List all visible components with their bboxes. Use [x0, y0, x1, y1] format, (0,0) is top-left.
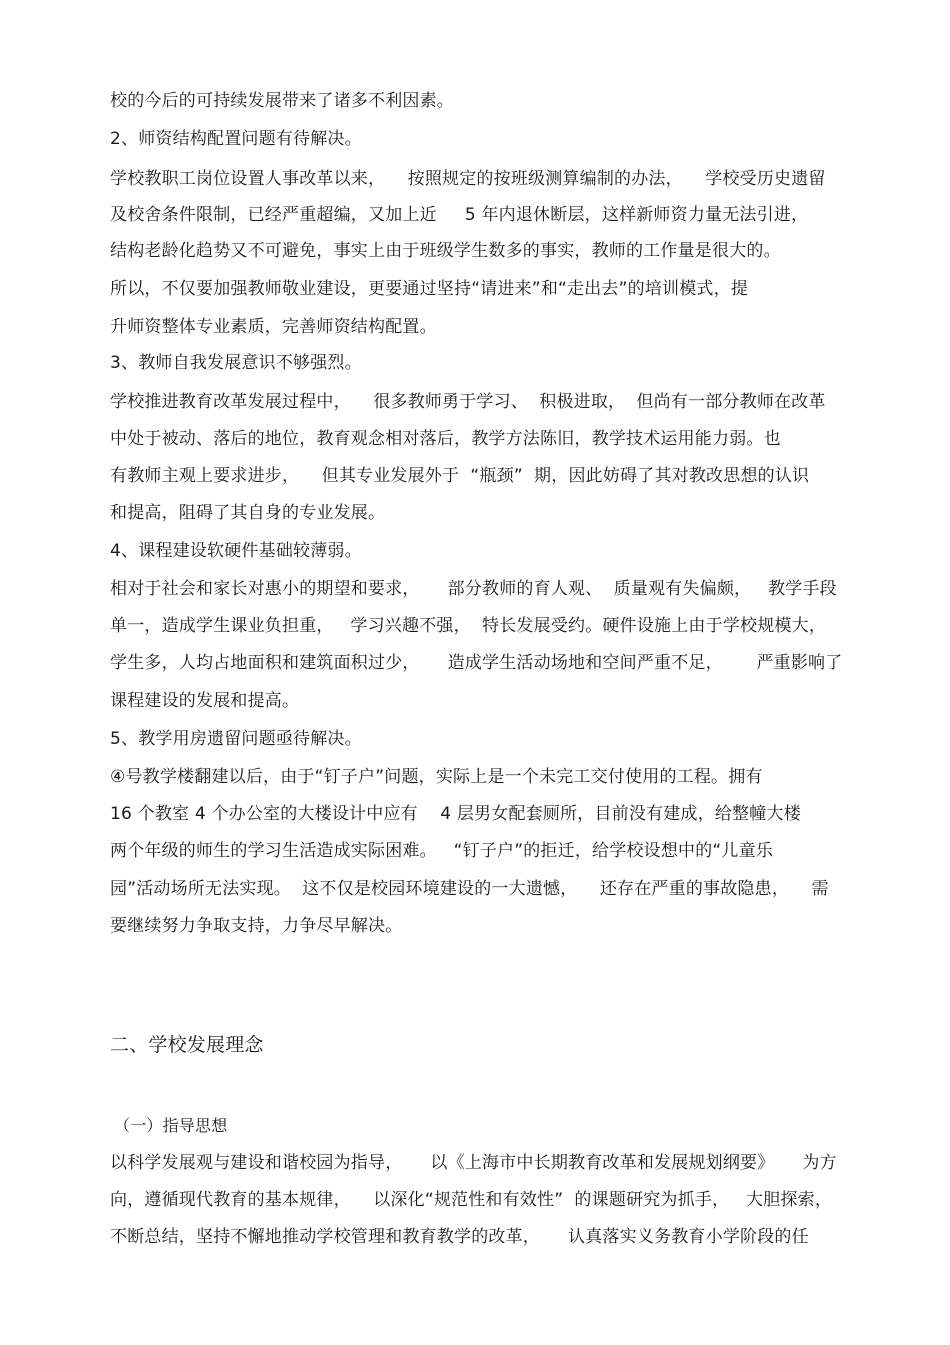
paragraph-line: 校的今后的可持续发展带来了诸多不利因素。: [110, 91, 454, 111]
paragraph-line: 所以，不仅要加强教师敬业建设，更要通过坚持“请进来”和“走出去”的培训模式，提: [110, 279, 749, 299]
paragraph-line: 向，遵循现代教育的基本规律， 以深化“规范性和有效性” 的课题研究为抓手， 大胆探索，: [110, 1190, 833, 1210]
section-title: 二、学校发展理念: [110, 1034, 264, 1056]
paragraph-line: 以科学发展观与建设和谐校园为指导， 以《上海市中长期教育改革和发展规划纲要》 为方: [110, 1153, 837, 1173]
paragraph-line: 单一，造成学生课业负担重， 学习兴趣不强， 特长发展受约。硬件设施上由于学校规模大，: [110, 616, 827, 636]
paragraph-line: 学校推进教育改革发展过程中， 很多教师勇于学习、 积极进取， 但尚有一部分教师在改革: [110, 392, 826, 412]
paragraph-line: 课程建设的发展和提高。: [110, 691, 300, 711]
paragraph-line: 结构老龄化趋势又不可避免，事实上由于班级学生数多的事实，教师的工作量是很大的。: [110, 241, 781, 261]
item-heading-5: 5、教学用房遗留问题亟待解决。: [110, 729, 362, 749]
paragraph-line: 及校舍条件限制，已经严重超编，又加上近 5 年内退休断层，这样新师资力量无法引进，: [110, 205, 809, 225]
paragraph-line: 学校教职工岗位设置人事改革以来， 按照规定的按班级测算编制的办法， 学校受历史遗留: [110, 169, 826, 189]
paragraph-line: 中处于被动、落后的地位，教育观念相对落后，教学方法陈旧，教学技术运用能力弱。也: [110, 429, 781, 449]
paragraph-line: 和提高，阻碍了其自身的专业发展。: [110, 503, 386, 523]
paragraph-line: 升师资整体专业素质，完善师资结构配置。: [110, 317, 437, 337]
paragraph-line: 园”活动场所无法实现。 这不仅是校园环境建设的一大遗憾， 还存在严重的事故隐患， 需: [110, 879, 829, 899]
paragraph-line: 学生多，人均占地面积和建筑面积过少， 造成学生活动场地和空间严重不足， 严重影响了: [110, 653, 843, 673]
item-heading-4: 4、课程建设软硬件基础较薄弱。: [110, 541, 362, 561]
paragraph-line: 相对于社会和家长对惠小的期望和要求， 部分教师的育人观、 质量观有失偏颇， 教学手段: [110, 579, 837, 599]
paragraph-line: 要继续努力争取支持，力争尽早解决。: [110, 916, 403, 936]
item-heading-2: 2、师资结构配置问题有待解决。: [110, 129, 362, 149]
paragraph-line: 16 个教室 4 个办公室的大楼设计中应有 4 层男女配套厕所，目前没有建成，给整幢大楼: [110, 804, 801, 824]
paragraph-line: ④号教学楼翻建以后，由于“钉子户”问题，实际上是一个未完工交付使用的工程。拥有: [110, 767, 763, 787]
item-heading-3: 3、教师自我发展意识不够强烈。: [110, 353, 362, 373]
paragraph-line: 不断总结，坚持不懈地推动学校管理和教育教学的改革， 认真落实义务教育小学阶段的任: [110, 1227, 809, 1247]
paragraph-line: 有教师主观上要求进步， 但其专业发展外于 “瓶颈” 期，因此妨碍了其对教改思想的认识: [110, 466, 810, 486]
paragraph-line: 两个年级的师生的学习生活造成实际困难。 “钉子户”的拒迁，给学校设想中的“儿童乐: [110, 841, 774, 861]
subsection-title: （一）指导思想: [114, 1116, 228, 1135]
